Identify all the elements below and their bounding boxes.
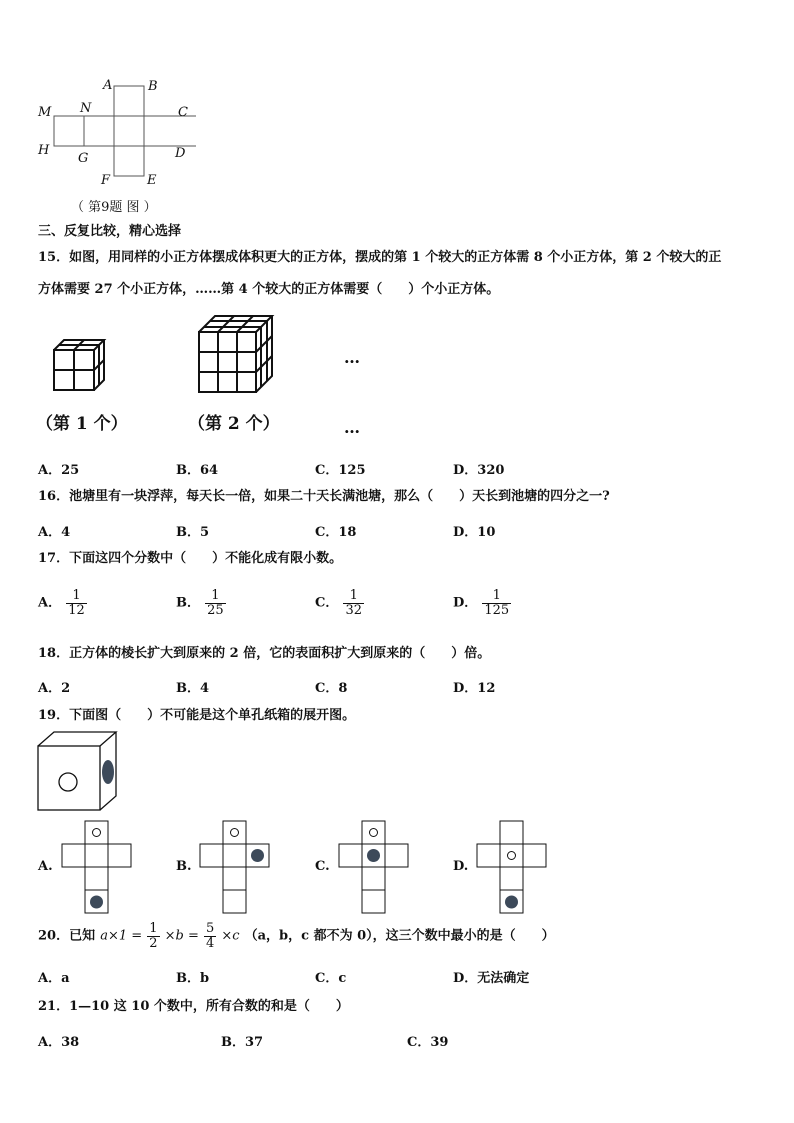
q19-option-d-label[interactable]: D. bbox=[453, 859, 469, 874]
q20-prefix: 20．已知 bbox=[38, 928, 96, 944]
q20-option-a[interactable]: A．a bbox=[38, 971, 70, 986]
q19-option-b-label[interactable]: B. bbox=[176, 859, 192, 874]
q18-option-a[interactable]: A．2 bbox=[38, 681, 71, 696]
q17-text: 17．下面这四个分数中（ ）不能化成有限小数。 bbox=[38, 551, 343, 566]
q15-ellipsis-bottom: … bbox=[344, 418, 360, 437]
q19-box-figure bbox=[36, 730, 122, 814]
q18-text: 18．正方体的棱长扩大到原来的 2 倍，它的表面积扩大到原来的（ ）倍。 bbox=[38, 646, 491, 661]
q16-option-c[interactable]: C．18 bbox=[315, 525, 357, 540]
q17-option-c[interactable] bbox=[315, 589, 364, 618]
q17-option-a-fraction: $\frac{1}{12}$ bbox=[68, 588, 85, 618]
label-M: M bbox=[38, 105, 52, 120]
fig9-caption: （ 第9题 图 ） bbox=[71, 200, 157, 215]
q17-option-d-letter: D． bbox=[453, 595, 478, 611]
q15-text-line2: 方体需要 27 个小正方体，……第 4 个较大的正方体需要（ ）个小正方体。 bbox=[38, 282, 500, 297]
q21-option-b[interactable]: B．37 bbox=[221, 1035, 264, 1050]
q19-option-c-label[interactable]: C. bbox=[315, 859, 330, 874]
q20-expr-c: ×c bbox=[221, 928, 240, 944]
q19-option-b-net[interactable] bbox=[198, 820, 273, 915]
q20-expr-b: ×b = bbox=[164, 928, 199, 944]
q16-text: 16．池塘里有一块浮萍，每天长一倍，如果二十天长满池塘，那么（ ）天长到池塘的四分之一? bbox=[38, 489, 610, 504]
q20-expr-a: a×1 = bbox=[100, 928, 143, 944]
q18-option-c[interactable]: C．8 bbox=[315, 681, 348, 696]
q15-cube-1 bbox=[50, 336, 112, 396]
label-C: C bbox=[178, 105, 188, 120]
q19-option-a-net[interactable] bbox=[60, 820, 135, 915]
label-D: D bbox=[175, 146, 186, 161]
q20-option-b[interactable]: B．b bbox=[176, 971, 210, 986]
q17-option-b-letter: B． bbox=[176, 595, 200, 611]
q15-option-b[interactable]: B．64 bbox=[176, 463, 219, 478]
q17-option-c-fraction: $\frac{1}{32}$ bbox=[345, 588, 362, 618]
q15-ellipsis-top: … bbox=[344, 348, 360, 367]
q20-option-c[interactable]: C．c bbox=[315, 971, 347, 986]
q15-text-line1: 15．如图，用同样的小正方体摆成体积更大的正方体，摆成的第 1 个较大的正方体需 8 个小正方体，第 2 个较大的正 bbox=[38, 250, 722, 265]
q20-suffix: （a，b，c 都不为 0），这三个数中最小的是（ ） bbox=[244, 928, 555, 944]
q20-option-d[interactable]: D．无法确定 bbox=[453, 971, 530, 986]
q17-option-d-fraction: $\frac{1}{125}$ bbox=[484, 588, 510, 618]
q20-fraction-2: $\frac{5}{4}$ bbox=[205, 921, 215, 951]
q17-option-a-letter: A． bbox=[38, 595, 62, 611]
q17-option-d[interactable] bbox=[453, 589, 511, 618]
q17-option-a[interactable] bbox=[38, 589, 87, 618]
label-F: F bbox=[101, 173, 111, 188]
q19-text: 19．下面图（ ）不可能是这个单孔纸箱的展开图。 bbox=[38, 708, 356, 723]
q18-option-d[interactable]: D．12 bbox=[453, 681, 496, 696]
q19-option-d-net[interactable] bbox=[475, 820, 550, 915]
fig9-net-diagram bbox=[36, 78, 196, 192]
q17-option-b[interactable] bbox=[176, 589, 226, 618]
q15-option-a[interactable]: A．25 bbox=[38, 463, 80, 478]
q21-text: 21．1—10 这 10 个数中，所有合数的和是（ ） bbox=[38, 999, 349, 1014]
q15-cube-2 bbox=[195, 312, 275, 396]
section-title: 三、反复比较，精心选择 bbox=[38, 224, 182, 239]
q21-option-a[interactable]: A．38 bbox=[38, 1035, 80, 1050]
q20-fraction-1: $\frac{1}{2}$ bbox=[149, 921, 158, 951]
q17-option-b-fraction: $\frac{1}{25}$ bbox=[207, 588, 224, 618]
q19-option-c-net[interactable] bbox=[337, 820, 412, 915]
q16-option-d[interactable]: D．10 bbox=[453, 525, 496, 540]
label-A: A bbox=[103, 78, 113, 93]
q15-option-c[interactable]: C．125 bbox=[315, 463, 366, 478]
q16-option-a[interactable]: A．4 bbox=[38, 525, 71, 540]
q17-option-c-letter: C． bbox=[315, 595, 339, 611]
q18-option-b[interactable]: B．4 bbox=[176, 681, 210, 696]
label-E: E bbox=[147, 173, 157, 188]
label-N: N bbox=[80, 101, 92, 116]
q20-text bbox=[38, 922, 555, 951]
q15-fig-label-1: （第 1 个） bbox=[36, 414, 128, 434]
q15-fig-label-2: （第 2 个） bbox=[188, 414, 280, 434]
q16-option-b[interactable]: B．5 bbox=[176, 525, 210, 540]
label-B: B bbox=[148, 79, 158, 94]
q15-option-d[interactable]: D．320 bbox=[453, 463, 505, 478]
label-H: H bbox=[38, 143, 50, 158]
q19-option-a-label[interactable]: A. bbox=[38, 859, 53, 874]
label-G: G bbox=[78, 151, 89, 166]
q21-option-c[interactable]: C．39 bbox=[407, 1035, 449, 1050]
